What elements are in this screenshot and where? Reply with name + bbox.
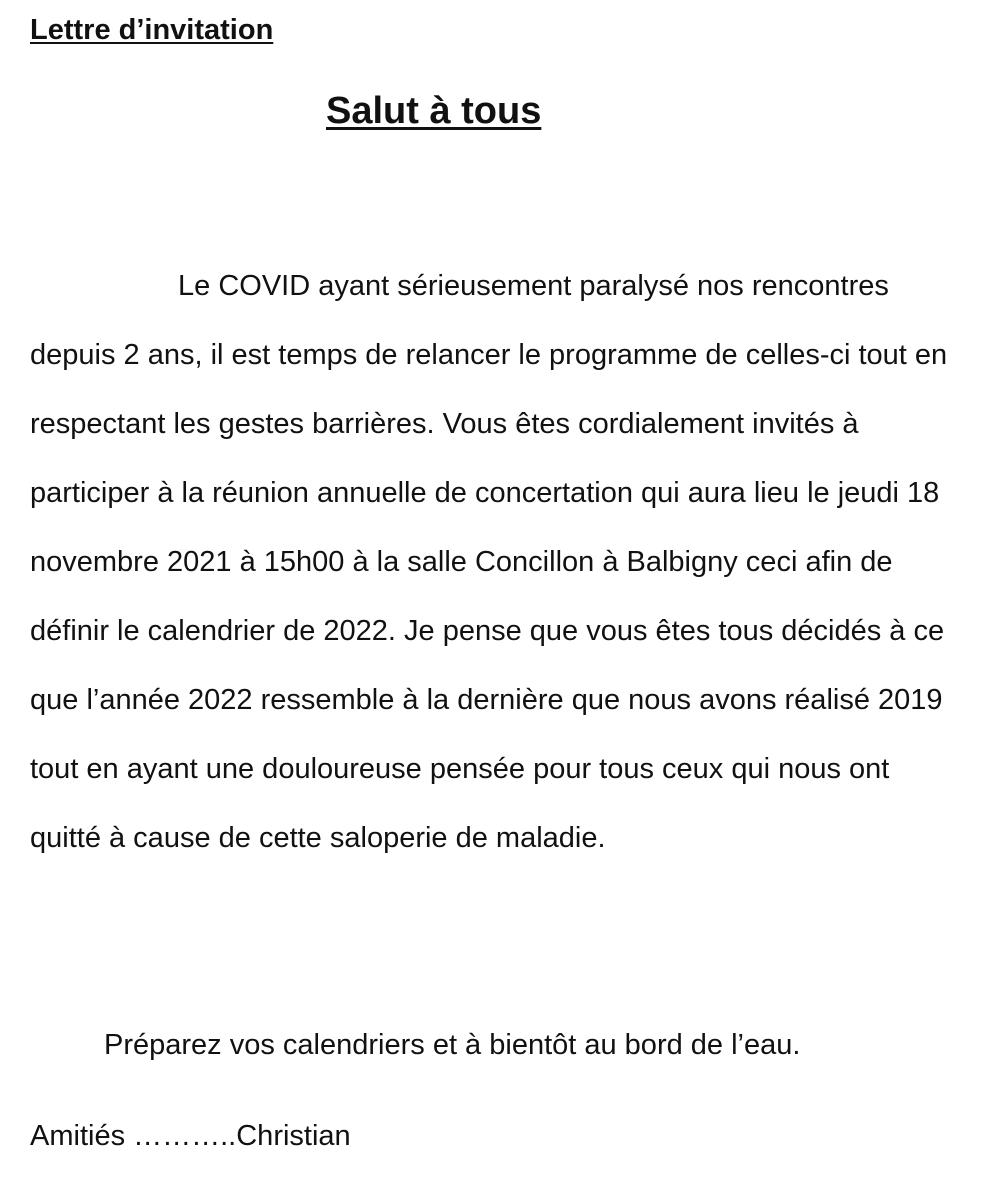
signature: Amitiés ………..Christian <box>30 1120 351 1152</box>
closing-line: Préparez vos calendriers et à bientôt au bord de l’eau. <box>104 1029 801 1061</box>
body-paragraph: Le COVID ayant sérieusement paralysé nos rencontres depuis 2 ans, il est temps de relancer le programme de celles-ci tout en respectant les gestes barrières. Vous êtes cordialement invités à participer à la réunion annuelle de concertation qui aura lieu le jeudi 18 novembre 2021 à 15h00 à la salle Concillon à Balbigny ceci afin de définir le calendrier de 2022. Je pense que vous êtes tous décidés à ce que l’année 2022 ressemble à la dernière que nous avons réalisé 2019 tout en ayant une douloureuse pensée pour tous ceux qui nous ont quitté à cause de cette saloperie de maladie. <box>30 270 948 854</box>
greeting-title: Salut à tous <box>326 90 542 132</box>
document-heading: Lettre d’invitation <box>30 14 274 46</box>
